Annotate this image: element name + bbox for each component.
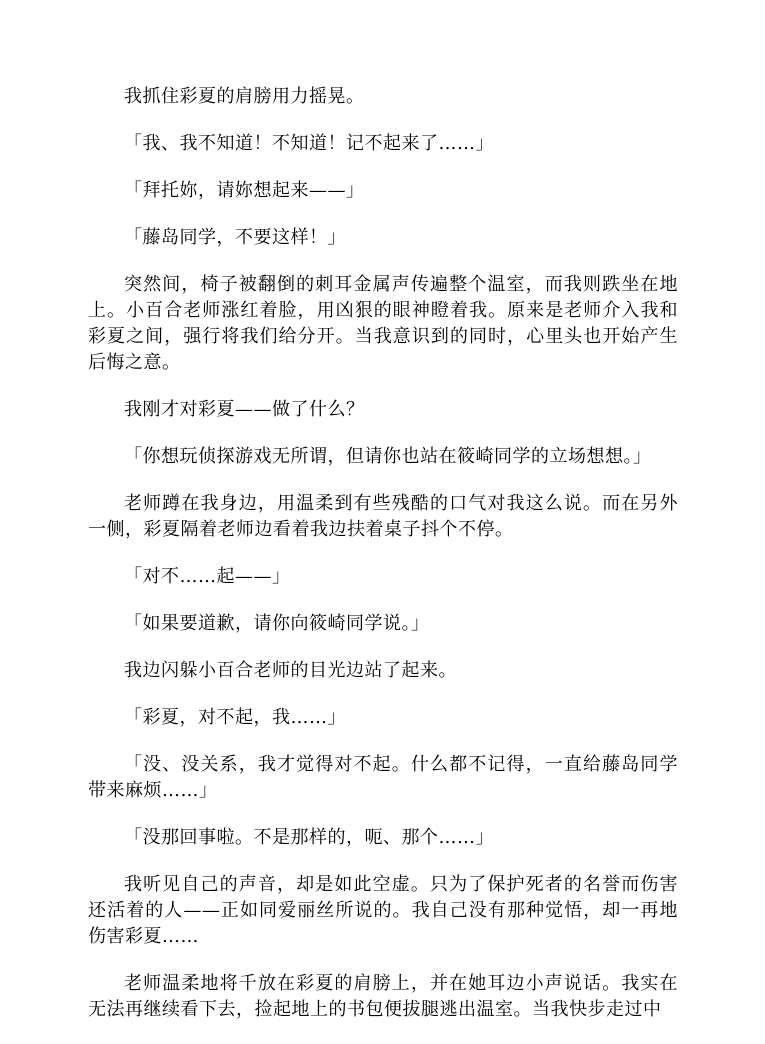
paragraph-14: 「没那回事啦。不是那样的，呃、那个……」 — [124, 827, 494, 848]
paragraph-9: 「对不……起——」 — [124, 566, 291, 587]
paragraph-2: 「我、我不知道！不知道！记不起来了……」 — [124, 133, 494, 154]
text-body — [88, 84, 678, 1044]
paragraph-3: 「拜托妳，请妳想起来——」 — [124, 180, 365, 201]
paragraph-1: 我抓住彩夏的肩膀用力摇晃。 — [124, 86, 365, 107]
paragraph-11: 我边闪躲小百合老师的目光边站了起来。 — [124, 660, 457, 681]
paragraph-12: 「彩夏，对不起，我……」 — [124, 707, 346, 728]
paragraph-8: 老师蹲在我身边，用温柔到有些残酷的口气对我这么说。而在另外一侧，彩夏隔着老师边看着我边扶着桌子抖个不停。 — [88, 493, 678, 540]
paragraph-15: 我听见自己的声音，却是如此空虚。只为了保护死者的名誉而伤害还活着的人——正如同爱丽丝所说的。我自己没有那种觉悟，却一再地伤害彩夏…… — [88, 874, 678, 947]
paragraph-16: 老师温柔地将千放在彩夏的肩膀上，并在她耳边小声说话。我实在无法再继续看下去，捡起地上的书包便拔腿逃出温室。当我快步走过中 — [88, 973, 678, 1020]
paragraph-6: 我刚才对彩夏——做了什么？ — [124, 399, 365, 420]
paragraph-10: 「如果要道歉，请你向筱崎同学说。」 — [124, 613, 430, 634]
paragraph-4: 「藤岛同学，不要这样！」 — [124, 227, 346, 248]
paragraph-13: 「没、没关系，我才觉得对不起。什么都不记得，一直给藤岛同学带来麻烦……」 — [88, 754, 678, 801]
paragraph-5: 突然间，椅子被翻倒的刺耳金属声传遍整个温室，而我则跌坐在地上。小百合老师涨红着脸，用凶狠的眼神瞪着我。原来是老师介入我和彩夏之间，强行将我们给分开。当我意识到的同时，心里头也开始产生后悔之意。 — [88, 274, 678, 373]
paragraph-7: 「你想玩侦探游戏无所谓，但请你也站在筱崎同学的立场想想。」 — [124, 446, 652, 467]
